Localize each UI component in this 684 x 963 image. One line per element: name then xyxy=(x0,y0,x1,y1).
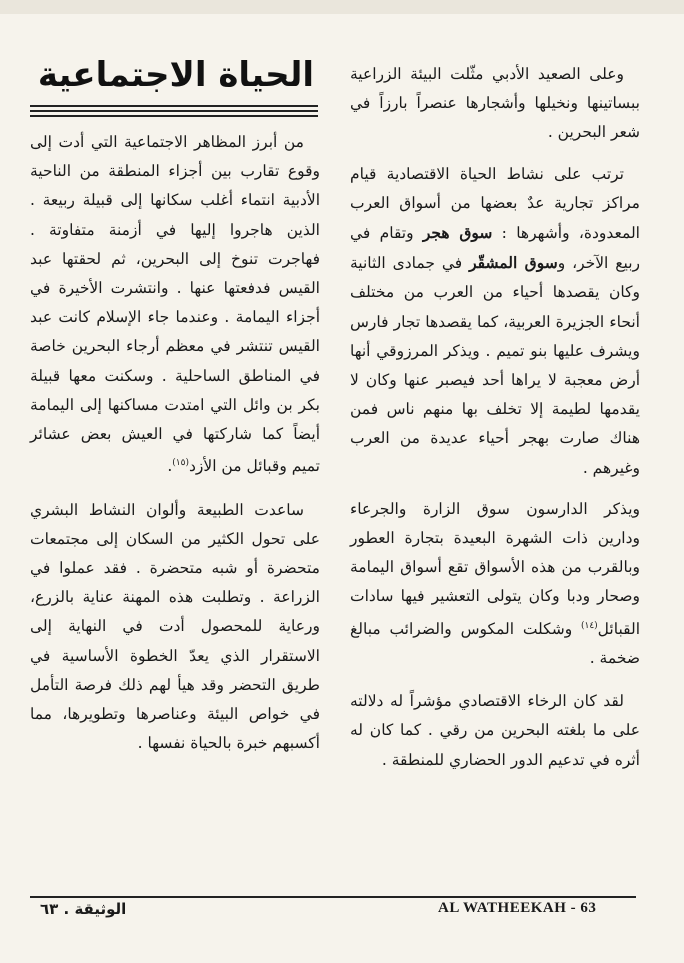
paragraph-literary xyxy=(350,60,640,148)
paragraph-markets xyxy=(350,160,640,483)
footer-page-label-latin: AL WATHEEKAH - 63 xyxy=(438,900,597,916)
page-top-edge xyxy=(0,0,684,14)
paragraph-text: في جمادى الثانية وكان يقصدها أحياء من العرب من مختلف أنحاء الجزيرة العربية، كما يقصدها تجار فارس ويشرف عليها بنو تميم . ويذكر المرزوقي أنها أرض معجبة لا يراها أحد فيصبر عنها وكان لا يقدمها لطيمة إلا تخلف بها منهم ناس فمن هناك صارت بهجر أحياء عديدة من العرب وغيرهم . xyxy=(350,254,640,477)
section-title: الحياة الاجتماعية xyxy=(37,55,314,95)
paragraph-text: من أبرز المظاهر الاجتماعية التي أدت إلى وقوع تقارب بين أجزاء المنطقة من الناحية الأدبية انتماء أغلب سكانها إلى قبيلة ربيعة . الذين هاجروا إليها في أزمنة متفاوتة . فهاجرت تنوخ إلى البحرين، ثم لحقتها عبد القيس فدفعتها عنها . وانتشرت الأخيرة في أجزاء اليمامة . وعندما جاء الإسلام كانت عبد القيس تنتشر في معظم أرجاء البحرين خاصة في المناطق الساحلية . وسكنت معها قبيلة بكر بن وائل التي امتدت مساكنها إلى اليمامة أيضاً كما شاركتها في العيش بعض عشائر تميم وقبائل من الأزد xyxy=(30,133,320,476)
footnote-ref: (١٤) xyxy=(580,620,598,631)
paragraph-text: وتقام في ربيع الآخر، و xyxy=(350,224,640,273)
paragraph-text: ساعدت الطبيعة وألوان النشاط البشري على تحول الكثير من السكان إلى مجتمعات متحضرة أو شبه متحضرة . فقد عملوا في الزراعة . وتطلبت هذه المهنة عناية بالزرع، ورعاية للمحصول أدت في النهاية إلى الاستقرار الذي يعدّ الخطوة الأساسية في طريق التحضر وقد هيأ لهم ذلك فرصة التأمل في خواص البيئة وعناصرها وتطويرها، مما أكسبهم خبرة بالحياة نفسها . xyxy=(30,500,320,753)
paragraph-text: وشكلت المكوس والضرائب مبالغ ضخمة . xyxy=(350,619,640,668)
title-rule xyxy=(30,110,318,112)
paragraph-social xyxy=(30,128,320,482)
right-column xyxy=(350,60,640,787)
title-rule xyxy=(30,105,318,107)
paragraph-prosperity xyxy=(350,687,640,775)
footer-rule xyxy=(30,896,636,898)
paragraph-text: ويذكر الدارسون سوق الزارة والجرعاء ودارين ذات الشهرة البعيدة بتجارة العطور وبالقرب من هذه الأسواق تقع أسواق اليمامة وصحار ودبا وكان يتولى التعشير فيها سادات القبائل xyxy=(350,499,640,638)
paragraph-nature xyxy=(30,496,320,759)
paragraph-text: . xyxy=(167,457,173,476)
left-column xyxy=(30,128,320,770)
title-rule xyxy=(30,115,318,117)
market-name-mushaqqar: سوق المشقّر xyxy=(469,253,558,273)
paragraph-text: لقد كان الرخاء الاقتصادي مؤشراً له دلالته على ما بلغته البحرين من رقي . كما كان له أثره في تدعيم الدور الحضاري للمنطقة . xyxy=(350,692,640,769)
title-underline xyxy=(30,105,318,120)
paragraph-text: ترتب على نشاط الحياة الاقتصادية قيام مراكز تجارية عدٌ بعضها من أسواق العرب المعدودة، وأشهرها : xyxy=(350,164,640,243)
paragraph-text: وعلى الصعيد الأدبي مثّلت البيئة الزراعية ببساتينها ونخيلها وأشجارها عنصراً بارزاً في شعر البحرين . xyxy=(350,65,640,142)
section-title-block xyxy=(30,55,318,117)
market-name-hajar: سوق هجر xyxy=(422,223,493,243)
footer-page-label-arabic: الوثيقة . ٦٣ xyxy=(40,900,127,918)
paragraph-other-markets xyxy=(350,495,640,673)
footnote-ref: (١٥) xyxy=(172,458,189,469)
